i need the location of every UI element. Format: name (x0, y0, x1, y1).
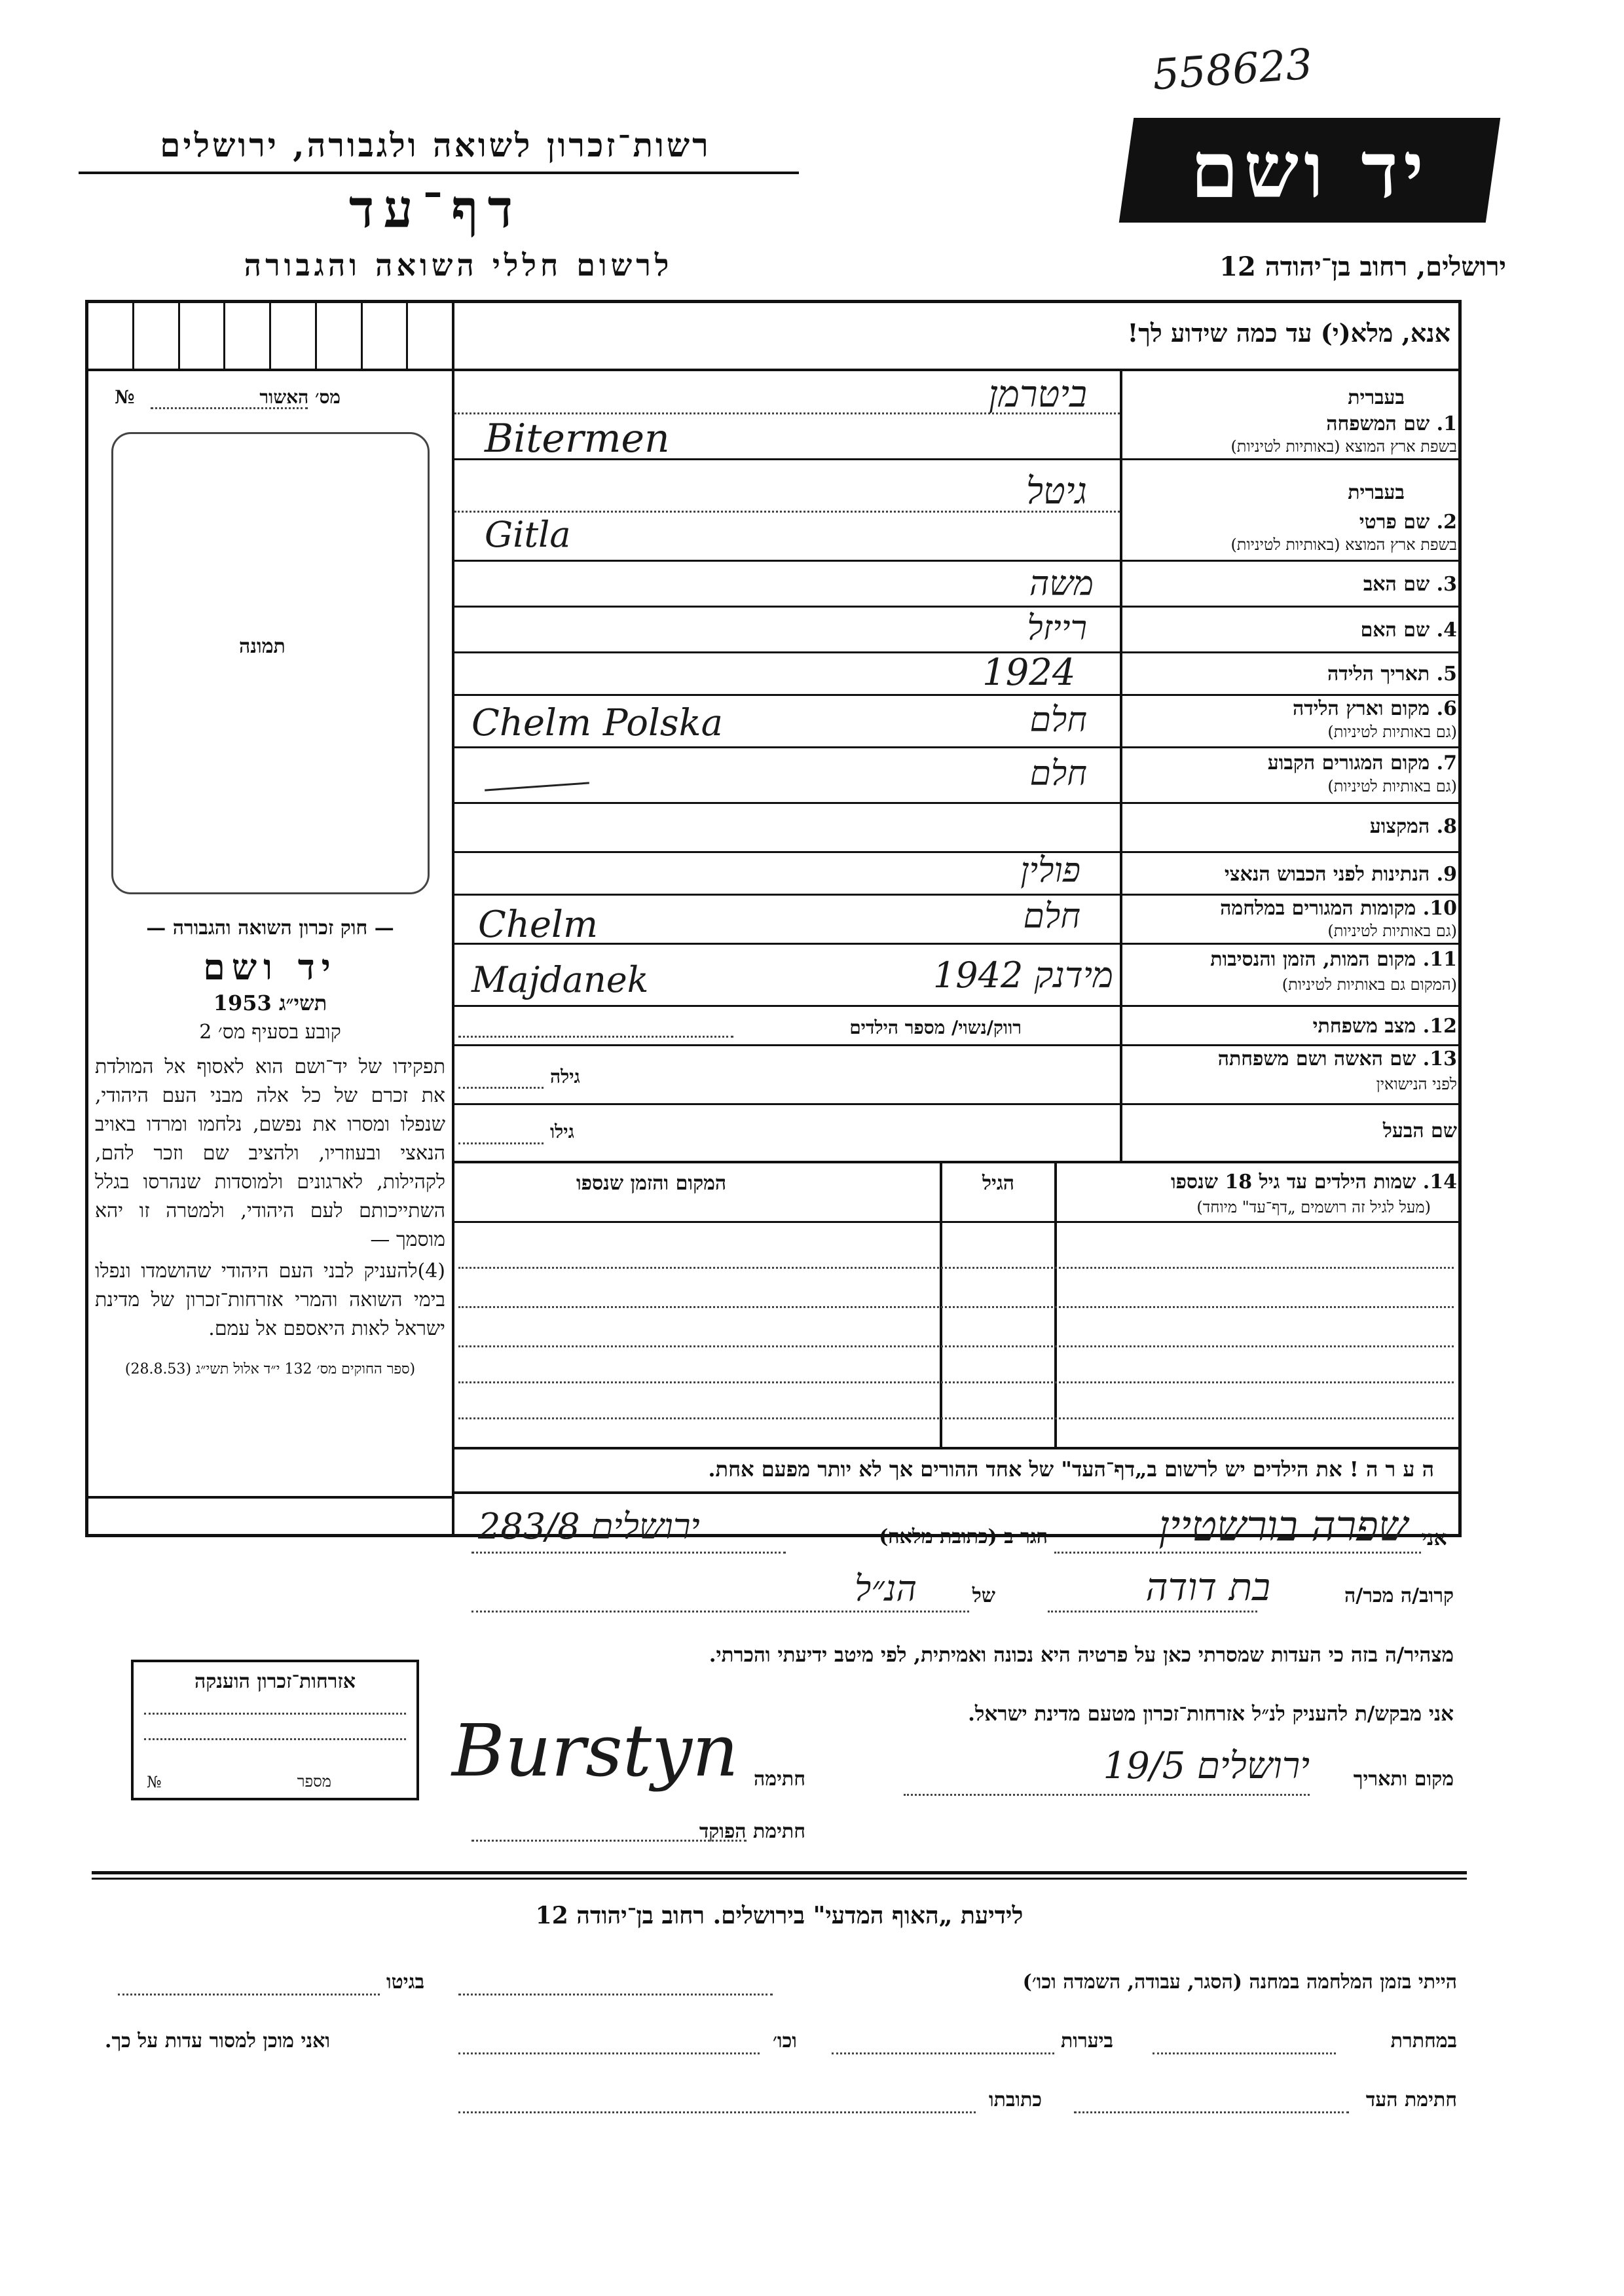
of-label: של (972, 1584, 995, 1607)
law-text: תפקידו של יד־ושם הוא לאסוף אל המולדת את זכרם של כל אלה מבני העם היהודי, שנפלו ומסרו את נפשם, נלחמו ומרדו באויב הנאצי ובעוזריו, ולהציב שם וזכר להם, לקהילות, לארגונים ולמוסדות שנהרסו בגלל השתייכותם לעם היהודי, ולמטרה זו יהא מוסמך — (95, 1055, 445, 1251)
f5-label (1327, 663, 1457, 685)
f8-num: 8. (1436, 815, 1457, 838)
form-title: דף־עד (348, 178, 523, 240)
f10-heb-value: חלם (1023, 897, 1080, 936)
approval-field (151, 407, 308, 409)
authority-underline (79, 172, 799, 174)
f6-label-text: מקום וארץ הלידה (1292, 697, 1430, 720)
f13-sub: לפני הנישואין (1376, 1075, 1457, 1093)
signature-value: Burstyn (452, 1709, 739, 1793)
f12-label (1313, 1015, 1457, 1038)
f14-num: 14. (1422, 1171, 1457, 1194)
f11-sub: (המקום גם באותיות לטיניות) (1282, 975, 1457, 994)
f7-sub: (גם באותיות לטיניות) (1327, 777, 1457, 795)
f7-label-text: מקום המגורים הקבוע (1267, 752, 1430, 774)
law-title: — חוק זכרון השואה והגבורה — (146, 917, 394, 939)
f6-heb-value: חלם (1029, 701, 1087, 740)
husband-age-label: גילו (550, 1121, 574, 1142)
bottom-row2-d: ואני מוכן למסור עדות על כך. (105, 2030, 331, 2052)
f10-label (1220, 897, 1457, 920)
f5-num: 5. (1436, 663, 1457, 685)
f2-latin-value: Gitla (485, 514, 571, 555)
f3-num: 3. (1436, 573, 1457, 596)
bottom-row3-a: חתימת העד (1365, 2088, 1457, 2111)
f4-num: 4. (1436, 619, 1457, 642)
officer-label: חתימת הפוקד (699, 1820, 805, 1843)
f10-latin-value: Chelm (478, 903, 599, 946)
bottom-row2-c: וכו׳ (773, 2030, 797, 2052)
bottom-title: לידיעת „האוף המדעי" בירושלים. רחוב בן־יהודה 12 (535, 1902, 1024, 1929)
f1-label-text: שם המשפחה (1326, 412, 1430, 435)
photo-frame (111, 432, 430, 894)
f13-age-label: גילה (550, 1066, 580, 1087)
request-text: אני מבקש/ת להעניק לנ״ל אזרחות־זכרון מטעם מדינת ישראל. (968, 1702, 1454, 1726)
citizenship-title: אזרחות־זכרון הוענקה (194, 1670, 356, 1693)
signature-label: חתימה (754, 1768, 805, 1791)
f2-label-text: שם פרטי (1359, 511, 1430, 534)
citizenship-box (131, 1660, 419, 1800)
bottom-row1-b: בגיטו (386, 1971, 425, 1994)
declarant-name: שפרה בורשטיין (1158, 1503, 1408, 1551)
f3-value: משה (1029, 564, 1094, 604)
f14-label (1171, 1171, 1457, 1194)
f1-heb-value: ביטרמן (988, 373, 1087, 416)
declaration-text: מצהיר/ה בזה כי העדות שמסרתי כאן על פרטיה היא נכונה ואמיתית, לפי מיטב ידיעתי והכרתי. (709, 1643, 1454, 1667)
law-section: קובע בסעיף מס׳ 2 (199, 1021, 341, 1044)
law-name: יד ושם (203, 946, 337, 988)
f5-label-text: תאריך הלידה (1327, 663, 1430, 685)
law-box (88, 903, 452, 1493)
f14-sub: (מעל לגיל זה רושמים „דף־עד" מיוחד) (1196, 1198, 1431, 1216)
of-value: הנ״ל (855, 1568, 917, 1609)
f10-num: 10. (1422, 897, 1457, 920)
f4-label-text: שם האם (1360, 619, 1430, 642)
f2-sub: בשפת ארץ המוצא (באותיות לטיניות) (1230, 536, 1457, 554)
f12-label-text: מצב משפחתי (1312, 1015, 1416, 1038)
f12-dots (458, 1036, 733, 1038)
f9-num: 9. (1436, 863, 1457, 886)
law-text2: (4)להעניק לבני העם היהודי שהושמדו ונפלו בימי השואה והמרי אזרחות־זכרון של מדינת ישראל לאות היאספם אל עמם. (95, 1260, 445, 1340)
f14-label-text: שמות הילדים עד גיל 18 שנספו (1170, 1171, 1416, 1194)
f3-label (1363, 573, 1457, 596)
f9-label (1225, 863, 1457, 886)
f10-label-text: מקומות המגורים במלחמה (1220, 897, 1416, 920)
declarant-address: ירושלים 283/8 (478, 1506, 700, 1547)
place-date-value: ירושלים 19/5 (1103, 1745, 1310, 1787)
husband-age-dots (458, 1142, 544, 1144)
photo-label: תמונה (239, 635, 286, 658)
declarant-i-label: אני (1421, 1525, 1447, 1550)
place-date-label: מקום ותאריך (1353, 1768, 1454, 1791)
f11-num: 11. (1422, 948, 1457, 971)
f14-age-col: הגיל (982, 1172, 1015, 1195)
declarant-resides-label: הגר ב (כתובת מלאה) (879, 1525, 1048, 1548)
f11-label (1210, 948, 1457, 971)
f13-age-dots (458, 1087, 544, 1089)
label-column-divider (1120, 369, 1122, 1161)
bottom-row1-a: הייתי בזמן המלחמה במחנה (הסגר, עבודה, השמדה וכו׳) (1022, 1971, 1457, 1994)
authority-title: רשות־זכרון לשואה ולגבורה, ירושלים (160, 126, 711, 164)
husband-label: שם הבעל (1382, 1120, 1457, 1142)
f5-value: 1924 (982, 651, 1076, 694)
left-column-divider (452, 300, 454, 1537)
relation-label: קרוב/ה מכר/ה (1344, 1584, 1454, 1607)
f11-label-text: מקום המות, הזמן והנסיבות (1210, 948, 1416, 971)
f4-value: רייזל (1027, 609, 1087, 648)
f14-place-col: המקום והזמן שנספו (576, 1172, 727, 1195)
f1-label (1326, 412, 1457, 435)
f6-label (1293, 697, 1457, 720)
f1-num: 1. (1436, 412, 1457, 435)
f2-heb-value: גיטל (1025, 470, 1087, 513)
note-text: ה ע ר ה ! את הילדים יש לרשום ב„דף־העד" של אחד ההורים אך לא יותר מפעם אחת. (708, 1457, 1434, 1482)
f2-label (1359, 511, 1457, 534)
f10-sub: (גם באותיות לטיניות) (1327, 922, 1457, 940)
form-subtitle: לרשום חללי השואה והגבורה (244, 247, 673, 283)
f4-label (1361, 619, 1457, 642)
law-year: תשי״ג 1953 (213, 991, 327, 1015)
f13-label (1218, 1048, 1457, 1070)
approval-no: № (115, 386, 135, 408)
citizenship-no-sign: № (147, 1773, 162, 1791)
f6-latin-value: Chelm Polska (471, 702, 723, 744)
f13-num: 13. (1422, 1048, 1457, 1070)
f9-label-text: הנתינות לפני הכבוש הנאצי (1224, 863, 1430, 886)
f11-latin-value: Majdanek (471, 959, 649, 1000)
f13-label-text: שם האשה ושם משפחתה (1217, 1048, 1416, 1070)
tick-boxes (88, 303, 452, 369)
bottom-row2-a: במחתרת (1390, 2030, 1457, 2052)
f7-label (1268, 752, 1457, 774)
f11-heb-value: מידנק 1942 (932, 955, 1113, 996)
bottom-row3-b: כתובתו (989, 2088, 1043, 2111)
f1-heb-tag: בעברית (1348, 386, 1405, 409)
f7-num: 7. (1436, 752, 1457, 774)
archive-number: 558623 (1151, 40, 1314, 100)
f2-heb-tag: בעברית (1348, 481, 1405, 504)
f7-heb-value: חלם (1029, 754, 1087, 793)
approval-label: מס׳ האשור (259, 386, 341, 408)
f8-label-text: המקצוע (1369, 815, 1430, 838)
f8-label (1370, 815, 1457, 838)
relation-value: בת דודה (1145, 1565, 1270, 1609)
f2-num: 2. (1436, 511, 1457, 534)
f12-inline: רווק/נשוי/ מספר הילדים (849, 1017, 1022, 1038)
yad-vashem-logo (1119, 118, 1500, 223)
law-citation: (ספר החוקים מס׳ 132 י״ד אלול תשי״ג (28.8.53) (124, 1361, 416, 1377)
f6-num: 6. (1436, 697, 1457, 720)
address: ירושלים, רחוב בן־יהודה 12 (1219, 251, 1506, 282)
f1-sub: בשפת ארץ המוצא (באותיות לטיניות) (1230, 437, 1457, 456)
logo-text: יד ושם (1190, 124, 1430, 215)
bottom-row2-b: ביערות (1061, 2030, 1114, 2052)
f6-sub: (גם באותיות לטיניות) (1327, 723, 1457, 741)
f12-num: 12. (1422, 1015, 1457, 1038)
f9-value: פולין (1020, 851, 1080, 890)
instruction-text: אנא, מלא(י) עד כמה שידוע לך! (1127, 318, 1450, 348)
citizenship-number-label: מספר (297, 1772, 331, 1791)
f3-label-text: שם האב (1363, 573, 1430, 596)
f1-latin-value: Bitermen (485, 416, 670, 462)
